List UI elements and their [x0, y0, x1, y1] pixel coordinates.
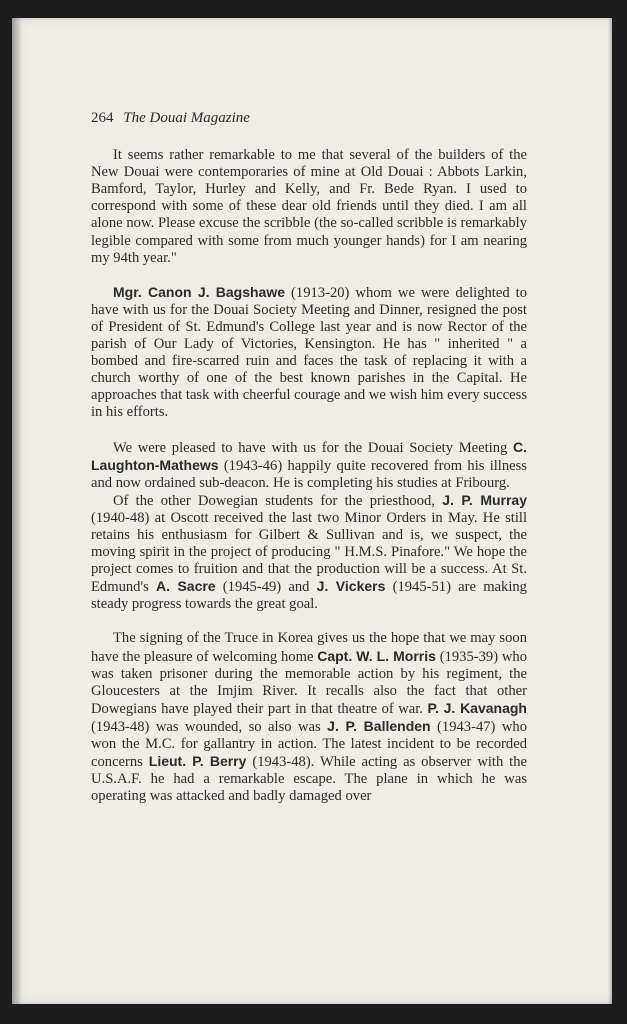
- page-text: [91, 110, 527, 805]
- journal-title: The Douai Magazine: [123, 110, 250, 126]
- paragraph-bagshawe: [91, 284, 527, 422]
- text-run: (1935-39) who was taken prisoner during the memorable action by his regiment, the Gloucesters at the Imjim River. It recalls also the fact that other Dowegians have played their part in that theatre of war.: [91, 648, 527, 717]
- person-name: J. Vickers: [316, 578, 386, 595]
- paragraph-students: [91, 492, 527, 614]
- gutter-shadow: [12, 18, 22, 1004]
- text-run: It seems rather remarkable to me that several of the builders of the New Douai were contemporaries of mine at Old Douai : Abbots Larkin, Bamford, Taylor, Hurley and Kelly, and Fr. Bede Ryan. I used to correspond with some of these dear old friends until they died. I am all alone now. Please excuse the scribble (the so-called scribble is remarkably legible compared with some from much younger hands) for I am nearing my 94th year.": [91, 147, 527, 266]
- text-run: (1943-48) was wounded, so also was: [91, 718, 328, 735]
- text-run: (1945-51) are making steady progress towards the great goal.: [91, 579, 527, 613]
- page-number: 264: [91, 110, 114, 126]
- person-name: Capt. W. L. Morris: [317, 647, 436, 664]
- person-name: C. Laughton-Mathews: [91, 438, 527, 473]
- person-name: Mgr. Canon J. Bagshawe: [113, 283, 286, 300]
- running-header: [91, 110, 527, 127]
- text-run: We were pleased to have with us for the Douai Society Meeting: [113, 439, 513, 456]
- page-edge: [608, 18, 612, 1004]
- person-name: J. P. Murray: [442, 491, 528, 508]
- paragraph-korea: [91, 630, 527, 805]
- text-run: Of the other Dowegian students for the priesthood,: [113, 492, 443, 509]
- text-run: (1940-48) at Oscott received the last two Minor Orders in May. He still retains his enthusiasm for Gilbert & Sullivan and is, we suspect, the moving spirit in the project of producing " H.M.S. Pinafore." We hope the project comes to fruition and that the production will be a success. At St. Edmund's: [91, 509, 527, 596]
- text-run: (1913-20) whom we were delighted to have with us for the Douai Society Meeting and Dinner, resigned the post of President of St. Edmund's College last year and is now Rector of the parish of Our Lady of Victories, Kensington. He has " inherited " a bombed and fire-scarred ruin and faces the task of replacing it with a church worthy of one of the best known parishes in the Capital. He approaches that task with cheerful courage and we wish him every success in his efforts.: [91, 284, 527, 421]
- text-run: The signing of the Truce in Korea gives us the hope that we may soon have the pleasure of welcoming home: [91, 630, 527, 665]
- person-name: A. Sacre: [155, 578, 216, 595]
- person-name: P. J. Kavanagh: [427, 699, 527, 716]
- person-name: Lieut. P. Berry: [148, 753, 247, 770]
- text-run: (1945-49) and: [215, 579, 317, 596]
- text-run: (1943-46) happily quite recovered from his illness and now ordained sub-deacon. He is completing his studies at Fribourg.: [91, 457, 527, 491]
- person-name: J. P. Ballenden: [327, 717, 431, 734]
- text-run: (1943-48). While acting as observer with the U.S.A.F. he had a remarkable escape. The plane in which he was operating was attacked and badly damaged over: [91, 754, 528, 805]
- paragraph-laughton-mathews: [91, 439, 527, 492]
- text-run: (1943-47) who won the M.C. for gallantry in action. The latest incident to be recorded concerns: [91, 718, 528, 771]
- paragraph-letter-quote: [91, 147, 527, 267]
